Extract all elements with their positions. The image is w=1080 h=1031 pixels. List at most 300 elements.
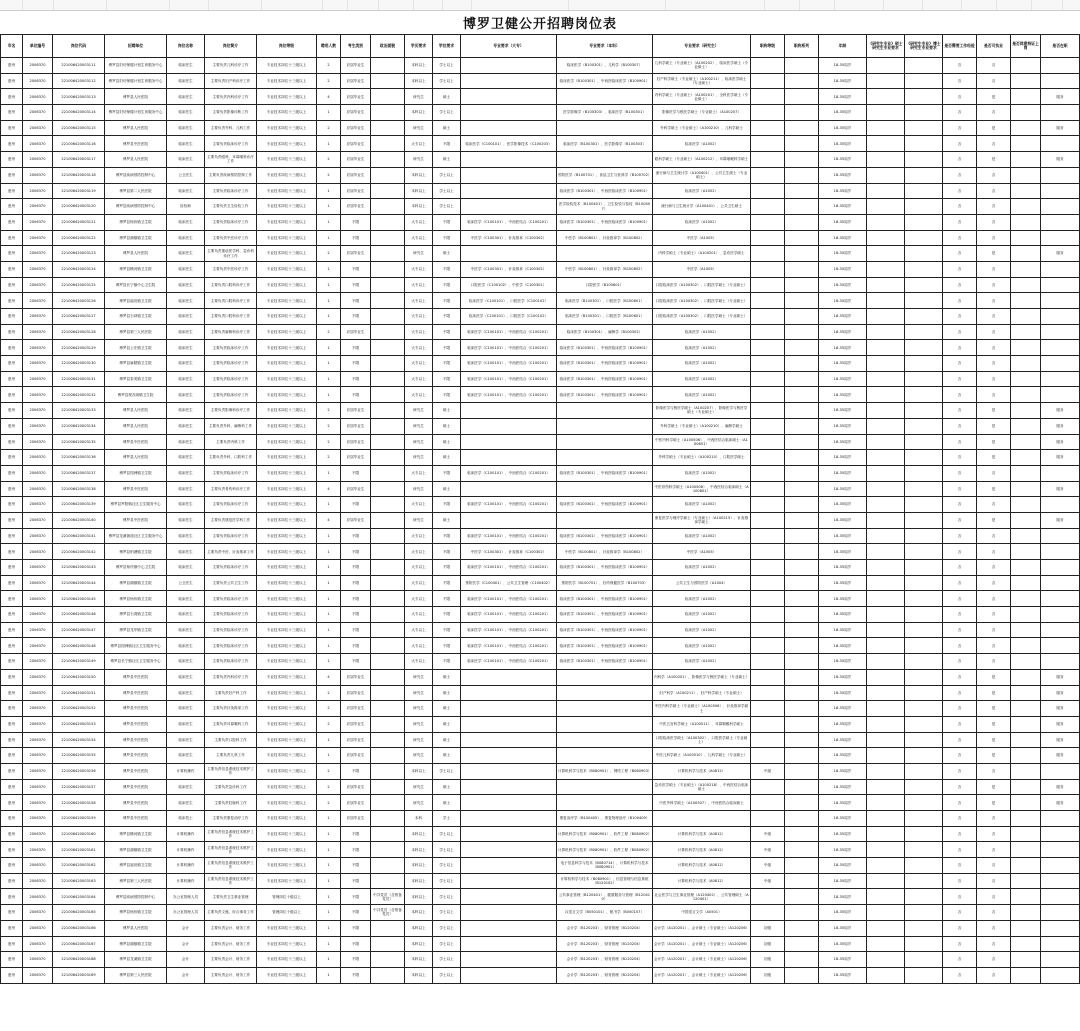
table-cell [461, 905, 557, 921]
table-cell: 服务 [1041, 89, 1080, 105]
column-header: 岗位代码 [53, 35, 105, 58]
table-cell: 主要负责信息系统技术维护工作 [205, 763, 257, 779]
column-header: 专业要求（本科） [557, 35, 653, 58]
table-cell [867, 591, 905, 607]
sheet-column-cell [23, 0, 54, 10]
table-cell: 1 [317, 199, 341, 215]
table-cell: 不限 [433, 356, 461, 372]
table-cell: 外科学硕士（专业硕士）（A100210）、麻醉学硕士 [653, 418, 751, 434]
table-cell: 否 [977, 293, 1011, 309]
table-cell: 2006370 [23, 732, 53, 748]
table-cell: 会计学（B120203）、财务管理（B120204） [557, 920, 653, 936]
table-cell: 否 [943, 560, 977, 576]
table-cell: 专业技术岗位十三级以上 [257, 873, 317, 889]
table-cell: 博罗县人民医院 [105, 920, 167, 936]
table-cell [905, 936, 943, 952]
table-cell [371, 591, 405, 607]
table-cell: 专业技术岗位十三级以上 [257, 340, 317, 356]
table-cell: 专业技术岗位十三级以上 [257, 779, 317, 795]
table-row [1, 842, 1080, 858]
table-cell [1011, 575, 1041, 591]
table-cell: 不限 [341, 293, 371, 309]
table-cell: 18-35周岁 [819, 261, 867, 277]
table-cell: 是 [977, 512, 1011, 528]
table-cell: 博罗县福田镇卫生院 [105, 293, 167, 309]
table-cell: 2006370 [23, 214, 53, 230]
table-row [1, 528, 1080, 544]
table-cell [785, 246, 819, 262]
table-cell: 18-35周岁 [819, 716, 867, 732]
table-cell: 惠州 [1, 763, 23, 779]
table-cell: 硕士 [433, 685, 461, 701]
table-cell: 中级 [751, 826, 785, 842]
table-cell [785, 183, 819, 199]
table-cell: 专业技术岗位十三级以上 [257, 952, 317, 968]
table-cell [371, 136, 405, 152]
table-cell: 221006420003145 [53, 591, 105, 607]
table-cell: 不限 [433, 654, 461, 670]
table-cell: 2006370 [23, 120, 53, 136]
table-cell [557, 434, 653, 450]
table-cell: 专业技术岗位十三级以上 [257, 622, 317, 638]
table-cell: 否 [943, 763, 977, 779]
table-cell: 1 [317, 293, 341, 309]
table-cell [461, 58, 557, 74]
table-cell [1011, 811, 1041, 827]
table-cell: 博罗县罗阳镇社区卫生服务中心 [105, 497, 167, 513]
table-row [1, 152, 1080, 168]
table-cell: 硕士 [433, 795, 461, 811]
table-cell [785, 779, 819, 795]
table-cell [751, 638, 785, 654]
table-cell [1041, 387, 1080, 403]
table-cell: 不限 [433, 575, 461, 591]
table-cell: 否 [943, 920, 977, 936]
table-cell [785, 418, 819, 434]
table-cell: 临床医学（A1002） [653, 591, 751, 607]
table-cell: 专业技术岗位十三级以上 [257, 512, 317, 528]
table-cell: 2 [317, 246, 341, 262]
table-cell [785, 669, 819, 685]
table-cell: 中医学（A1005） [653, 261, 751, 277]
table-cell: 2006370 [23, 575, 53, 591]
table-cell [867, 560, 905, 576]
table-cell [557, 152, 653, 168]
table-cell [867, 920, 905, 936]
table-cell: 18-35周岁 [819, 842, 867, 858]
table-cell: 专业技术岗位十三级以上 [257, 199, 317, 215]
table-cell: 临床医生 [167, 638, 205, 654]
table-cell: 是 [977, 701, 1011, 717]
table-cell: 否 [943, 936, 977, 952]
table-cell [751, 230, 785, 246]
table-cell: 1 [317, 528, 341, 544]
table-cell: 专业技术岗位十三级以上 [257, 403, 317, 419]
table-cell [751, 261, 785, 277]
table-cell: 博罗县公庄镇卫生院 [105, 340, 167, 356]
table-cell: 主要负责临床诊疗工作 [205, 214, 257, 230]
table-cell [905, 450, 943, 466]
table-cell: 否 [977, 638, 1011, 654]
table-cell [867, 183, 905, 199]
table-cell [1011, 591, 1041, 607]
table-cell: 否 [977, 261, 1011, 277]
table-cell: 大专以上 [405, 261, 433, 277]
table-cell: 2006370 [23, 261, 53, 277]
table-cell: 中医内科学硕士（A100506）、中西医结合临床硕士（A100601） [653, 434, 751, 450]
column-header: 考生类别 [341, 35, 371, 58]
table-cell: 康复治疗学（B100405）、康复物理治疗（B100409） [557, 811, 653, 827]
table-cell [785, 952, 819, 968]
table-row [1, 544, 1080, 560]
table-cell: 管理岗位十级以上 [257, 889, 317, 905]
table-cell: 惠州 [1, 403, 23, 419]
table-cell: 主要负责妇产科工作 [205, 685, 257, 701]
table-cell: 惠州 [1, 936, 23, 952]
table-cell [653, 811, 751, 827]
table-cell: 中医外科学硕士（A100507）、中西医结合临床硕士 [653, 795, 751, 811]
table-row [1, 952, 1080, 968]
table-cell [371, 811, 405, 827]
table-cell: 临床医生 [167, 654, 205, 670]
table-cell [905, 261, 943, 277]
table-cell: 临床医生 [167, 214, 205, 230]
table-row [1, 199, 1080, 215]
table-cell: 服务 [1041, 246, 1080, 262]
table-cell: 博罗县龙溪街道社区卫生服务中心 [105, 528, 167, 544]
table-cell: 服务 [1041, 450, 1080, 466]
table-cell: 否 [943, 465, 977, 481]
table-cell: 硕士 [433, 481, 461, 497]
table-cell [785, 387, 819, 403]
table-cell: 否 [977, 199, 1011, 215]
table-cell [1011, 873, 1041, 889]
table-cell: 主要负责影像诊断工作 [205, 105, 257, 121]
table-cell: 是 [977, 246, 1011, 262]
table-cell: 主要负责公共卫生工作 [205, 575, 257, 591]
table-cell: 惠州 [1, 669, 23, 685]
table-cell: 专业技术岗位十三级以上 [257, 120, 317, 136]
table-cell: 主要负责外科、口腔科工作 [205, 450, 257, 466]
table-cell [785, 199, 819, 215]
table-cell: 否 [943, 575, 977, 591]
table-cell [905, 591, 943, 607]
table-cell: 否 [977, 58, 1011, 74]
table-cell: 公共卫生与预防医学（A1004） [653, 575, 751, 591]
table-cell: 否 [977, 889, 1011, 905]
table-cell: 221006420003116 [53, 136, 105, 152]
sheet-column-cell [170, 0, 209, 10]
table-cell [785, 607, 819, 623]
table-cell: 惠州 [1, 356, 23, 372]
table-cell: 是 [977, 152, 1011, 168]
table-cell: 否 [977, 356, 1011, 372]
table-cell: 医学检验技术（B100401）、卫生检验与检疫（B100407） [557, 199, 653, 215]
table-cell: 否 [943, 654, 977, 670]
table-cell: 主要负责外科、麻醉科工作 [205, 418, 257, 434]
table-cell [751, 465, 785, 481]
table-cell: 会计学（B120203）、财务管理（B120204） [557, 952, 653, 968]
table-cell: 临床医学（C100101）、医学影像技术（C100203） [461, 136, 557, 152]
table-cell [371, 560, 405, 576]
table-cell: 否 [943, 481, 977, 497]
table-cell: 博罗县长宁镇中心卫生院 [105, 277, 167, 293]
table-cell: 影像医学与核医学硕士（专业硕士）（A100207） [653, 105, 751, 121]
table-cell [461, 748, 557, 764]
table-cell: 初级 [751, 936, 785, 952]
table-cell: 惠州 [1, 324, 23, 340]
table-cell: 专业技术岗位十三级以上 [257, 371, 317, 387]
table-cell: 临床医学（A1002） [653, 183, 751, 199]
table-cell: 不限 [433, 309, 461, 325]
table-cell [1041, 811, 1080, 827]
table-cell [751, 434, 785, 450]
table-cell: 否 [943, 716, 977, 732]
table-cell [867, 73, 905, 89]
table-cell: 计算机科学与技术（A0812） [653, 763, 751, 779]
table-cell: 惠州 [1, 120, 23, 136]
table-cell: 是 [977, 418, 1011, 434]
table-cell [371, 528, 405, 544]
table-cell: 主要负责临床诊疗工作 [205, 591, 257, 607]
table-cell: 博罗县石湾镇卫生院 [105, 607, 167, 623]
table-cell: 1 [317, 356, 341, 372]
table-cell: 1 [317, 889, 341, 905]
table-cell: 电子信息科学与技术（B080714）、计算机科学与技术（B080901） [557, 858, 653, 874]
sheet-column-cell [0, 0, 23, 10]
table-cell [461, 811, 557, 827]
table-cell: 中共党员（含预备党员） [371, 905, 405, 921]
table-cell: 硕士 [433, 450, 461, 466]
table-cell: 否 [977, 340, 1011, 356]
table-cell: 18-35周岁 [819, 889, 867, 905]
table-cell [785, 716, 819, 732]
table-cell: 中医学（B100801）、针灸推拿学（B100802） [557, 261, 653, 277]
table-cell: 1 [317, 277, 341, 293]
table-cell: 临床医生 [167, 544, 205, 560]
table-cell [371, 512, 405, 528]
table-cell [751, 371, 785, 387]
table-cell [785, 967, 819, 983]
table-cell [867, 387, 905, 403]
table-cell [1011, 560, 1041, 576]
table-cell: 18-35周岁 [819, 967, 867, 983]
table-cell [905, 716, 943, 732]
table-cell: 中医五官科学硕士（A100511）、耳鼻咽喉科学硕士 [653, 716, 751, 732]
table-cell: 会计 [167, 967, 205, 983]
table-cell: 否 [943, 826, 977, 842]
table-cell [1041, 591, 1080, 607]
table-cell [905, 387, 943, 403]
table-cell: 是 [977, 685, 1011, 701]
table-cell: 221006420003167 [53, 936, 105, 952]
table-cell [785, 920, 819, 936]
table-cell [1041, 842, 1080, 858]
table-cell: 临床医学（B100301）、口腔医学（B100601） [557, 309, 653, 325]
table-cell: 惠州 [1, 465, 23, 481]
table-cell: 主要负责会计、财务工作 [205, 967, 257, 983]
table-cell: 专业技术岗位十三级以上 [257, 261, 317, 277]
table-cell: 221006420003136 [53, 450, 105, 466]
table-cell: 流行病与卫生统计学（A100401）、公共卫生硕士 [653, 199, 751, 215]
table-cell: 博罗县中医医院 [105, 811, 167, 827]
table-cell: 221006420003133 [53, 403, 105, 419]
sheet-column-cell [209, 0, 262, 10]
table-cell [371, 481, 405, 497]
table-row [1, 905, 1080, 921]
table-cell: 18-35周岁 [819, 732, 867, 748]
table-cell [1011, 889, 1041, 905]
table-cell: 本科以上 [405, 105, 433, 121]
table-cell: 不限 [433, 465, 461, 481]
table-cell [1011, 434, 1041, 450]
table-cell: 博罗县疾病预防控制中心 [105, 167, 167, 183]
table-cell: 否 [943, 795, 977, 811]
table-cell [867, 199, 905, 215]
table-cell: 惠州 [1, 967, 23, 983]
table-cell [785, 560, 819, 576]
table-cell [371, 967, 405, 983]
table-cell: 2006370 [23, 920, 53, 936]
table-row [1, 371, 1080, 387]
table-cell [905, 434, 943, 450]
table-cell: 硕士 [433, 434, 461, 450]
table-cell: 惠州 [1, 716, 23, 732]
table-cell: 临床医生 [167, 136, 205, 152]
table-cell: 大专以上 [405, 622, 433, 638]
column-header: 岗位等级 [257, 35, 317, 58]
table-cell: 不限 [433, 230, 461, 246]
table-cell: 大专以上 [405, 497, 433, 513]
table-cell: 221006420003112 [53, 73, 105, 89]
table-cell: 不限 [341, 387, 371, 403]
table-cell: 否 [977, 528, 1011, 544]
table-row [1, 387, 1080, 403]
table-cell: 专业技术岗位十三级以上 [257, 591, 317, 607]
table-cell: 大专以上 [405, 340, 433, 356]
table-cell: 主要负责影像科诊疗工作 [205, 403, 257, 419]
table-cell [557, 716, 653, 732]
table-row [1, 967, 1080, 983]
table-cell: 不限 [433, 214, 461, 230]
table-cell: 临床医学（C100101）、中西医结合（C100201） [461, 497, 557, 513]
table-cell: 临床医生 [167, 58, 205, 74]
table-cell: 18-35周岁 [819, 403, 867, 419]
table-row [1, 795, 1080, 811]
column-header: 市名 [1, 35, 23, 58]
table-cell: 急诊医学硕士（专业硕士）（A100218）、中西医结合临床硕士 [653, 779, 751, 795]
table-cell: 妇产科学硕士（专业硕士）（A100211）、临床医学硕士（专业硕士） [653, 73, 751, 89]
table-cell [371, 748, 405, 764]
table-cell: 18-35周岁 [819, 544, 867, 560]
table-cell: 临床医生 [167, 481, 205, 497]
table-cell [751, 418, 785, 434]
table-cell: 18-35周岁 [819, 340, 867, 356]
table-cell: 服务 [1041, 685, 1080, 701]
table-cell: 博罗县人民医院 [105, 246, 167, 262]
table-row [1, 450, 1080, 466]
table-cell: 内科学硕士（专业硕士）（A100201）、全科医学硕士（专业硕士） [653, 89, 751, 105]
table-cell [905, 89, 943, 105]
table-cell: 博罗县湖镇镇卫生院 [105, 842, 167, 858]
table-cell [461, 889, 557, 905]
table-cell: 硕士 [433, 669, 461, 685]
table-cell: 会计学（A120201）、会计硕士（专业硕士）（A120206） [653, 936, 751, 952]
table-cell: 学士以上 [433, 105, 461, 121]
table-cell [785, 685, 819, 701]
table-cell: 不限 [341, 936, 371, 952]
table-cell [557, 779, 653, 795]
table-cell: 临床医生 [167, 183, 205, 199]
table-row [1, 512, 1080, 528]
table-cell: 服务 [1041, 732, 1080, 748]
table-cell [1041, 199, 1080, 215]
table-cell: 221006420003165 [53, 905, 105, 921]
table-cell [1041, 465, 1080, 481]
column-header: 是否同意持证上岗 [1011, 35, 1041, 58]
table-cell: 否 [943, 528, 977, 544]
table-cell: 1 [317, 607, 341, 623]
table-cell: 不限 [341, 371, 371, 387]
table-cell: 惠州 [1, 497, 23, 513]
table-cell: 不限 [341, 889, 371, 905]
table-cell: 计算机操作 [167, 873, 205, 889]
table-cell [905, 889, 943, 905]
table-cell: 否 [977, 497, 1011, 513]
table-cell: 不限 [341, 920, 371, 936]
table-cell: 临床医学（B100301）、中西医临床医学（B100901） [557, 371, 653, 387]
table-cell: 221006420003144 [53, 575, 105, 591]
table-cell: 2006370 [23, 152, 53, 168]
table-cell: 专业技术岗位十三级以上 [257, 826, 317, 842]
table-cell: 否 [943, 669, 977, 685]
table-cell: 2006370 [23, 512, 53, 528]
table-cell: 18-35周岁 [819, 293, 867, 309]
table-cell: 否 [943, 309, 977, 325]
table-cell [867, 842, 905, 858]
table-cell: 1 [317, 654, 341, 670]
table-cell: 惠州 [1, 89, 23, 105]
table-cell [1041, 136, 1080, 152]
table-cell: 主要负责卫生事业管理 [205, 889, 257, 905]
table-cell: 大专以上 [405, 214, 433, 230]
table-cell: 否 [977, 544, 1011, 560]
table-cell [371, 795, 405, 811]
table-cell: 应届毕业生 [341, 105, 371, 121]
table-cell: 妇产科学（A100211）、妇产科学硕士（专业硕士） [653, 685, 751, 701]
table-cell [371, 340, 405, 356]
table-cell [905, 967, 943, 983]
table-cell [751, 732, 785, 748]
table-cell: 2006370 [23, 936, 53, 952]
table-cell [371, 434, 405, 450]
table-cell: 否 [943, 183, 977, 199]
table-cell: 否 [943, 811, 977, 827]
table-cell: 专业技术岗位十三级以上 [257, 214, 317, 230]
table-cell: 1 [317, 952, 341, 968]
table-cell: 临床医学（A1002） [653, 560, 751, 576]
table-cell: 初级 [751, 920, 785, 936]
table-cell: 18-35周岁 [819, 873, 867, 889]
table-cell [785, 889, 819, 905]
table-cell: 惠州 [1, 811, 23, 827]
table-cell: 博罗县中医医院 [105, 732, 167, 748]
table-cell [461, 669, 557, 685]
table-cell [461, 952, 557, 968]
table-cell: 否 [977, 622, 1011, 638]
table-row [1, 73, 1080, 89]
table-cell [1011, 779, 1041, 795]
